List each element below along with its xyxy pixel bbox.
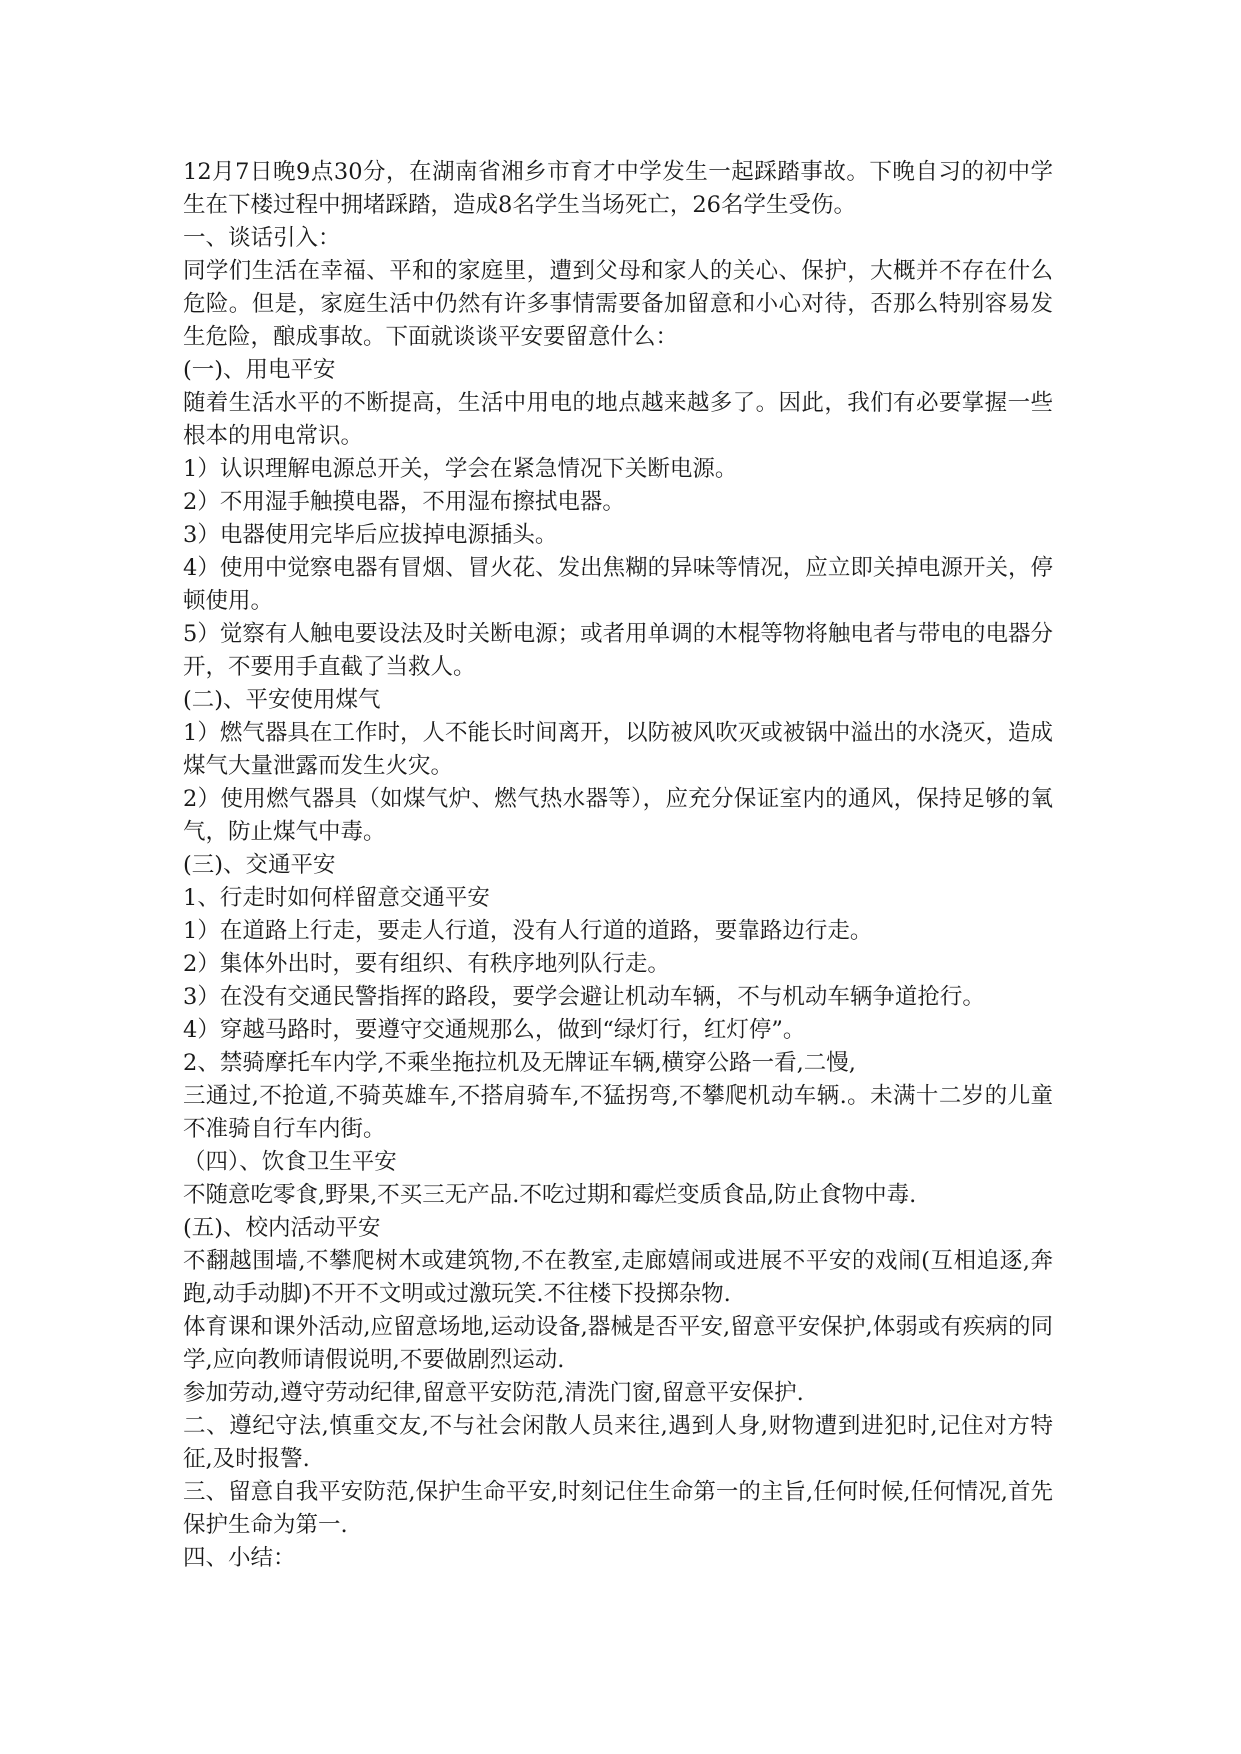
list-item: 4）使用中觉察电器有冒烟、冒火花、发出焦糊的异味等情况，应立即关掉电源开关，停顿使用。 bbox=[183, 555, 1053, 614]
document-body bbox=[183, 156, 1053, 1575]
paragraph-food: 不随意吃零食,野果,不买三无产品.不吃过期和霉烂变质食品,防止食物中毒. bbox=[183, 1182, 917, 1208]
list-item: 2）使用燃气器具（如煤气炉、燃气热水器等），应充分保证室内的通风，保持足够的氧气，防止煤气中毒。 bbox=[183, 786, 1053, 845]
paragraph-incident: 12月7日晚9点30分，在湖南省湘乡市育才中学发生一起踩踏事故。下晚自习的初中学生在下楼过程中拥堵踩踏，造成8名学生当场死亡，26名学生受伤。 bbox=[183, 159, 1053, 218]
heading-intro: 一、谈话引入： bbox=[183, 225, 341, 251]
subheading-riding: 2、禁骑摩托车内学,不乘坐拖拉机及无牌证车辆,横穿公路一看,二慢, bbox=[183, 1050, 856, 1076]
list-item: 4）穿越马路时，要遵守交通规那么，做到“绿灯行，红灯停”。 bbox=[183, 1017, 806, 1043]
heading-summary: 四、小结： bbox=[183, 1545, 296, 1571]
paragraph-electricity: 随着生活水平的不断提高，生活中用电的地点越来越多了。因此，我们有必要掌握一些根本的用电常识。 bbox=[183, 390, 1053, 449]
list-item: 5）觉察有人触电要设法及时关断电源；或者用单调的木棍等物将触电者与带电的电器分开，不要用手直截了当救人。 bbox=[183, 621, 1053, 680]
heading-food: （四）、饮食卫生平安 bbox=[183, 1149, 397, 1175]
heading-traffic: (三)、交通平安 bbox=[183, 852, 336, 878]
list-item: 1）在道路上行走，要走人行道，没有人行道的道路，要靠路边行走。 bbox=[183, 918, 873, 944]
paragraph-sports: 体育课和课外活动,应留意场地,运动设备,器械是否平安,留意平安保护,体弱或有疾病的同学,应向教师请假说明,不要做剧烈运动. bbox=[183, 1314, 1053, 1373]
paragraph-labor: 参加劳动,遵守劳动纪律,留意平安防范,清洗门窗,留意平安保护. bbox=[183, 1380, 804, 1406]
heading-law: 二、遵纪守法,慎重交友,不与社会闲散人员来往,遇到人身,财物遭到进犯时,记住对方特征,及时报警. bbox=[183, 1413, 1053, 1472]
subheading-walking: 1、行走时如何样留意交通平安 bbox=[183, 885, 490, 911]
heading-school: (五)、校内活动平安 bbox=[183, 1215, 381, 1241]
list-item: 2）集体外出时，要有组织、有秩序地列队行走。 bbox=[183, 951, 670, 977]
list-item: 1）认识理解电源总开关，学会在紧急情况下关断电源。 bbox=[183, 456, 738, 482]
heading-gas: (二)、平安使用煤气 bbox=[183, 687, 381, 713]
paragraph-school: 不翻越围墙,不攀爬树木或建筑物,不在教室,走廊嬉闹或进展不平安的戏闹(互相追逐,奔跑,动手动脚)不开不文明或过激玩笑.不往楼下投掷杂物. bbox=[183, 1248, 1053, 1307]
list-item: 2）不用湿手触摸电器，不用湿布擦拭电器。 bbox=[183, 489, 625, 515]
heading-electricity: (一)、用电平安 bbox=[183, 357, 336, 383]
heading-self-protection: 三、留意自我平安防范,保护生命平安,时刻记住生命第一的主旨,任何时候,任何情况,首先保护生命为第一. bbox=[183, 1479, 1053, 1538]
list-item: 1）燃气器具在工作时，人不能长时间离开，以防被风吹灭或被锅中溢出的水浇灭，造成煤气大量泄露而发生火灾。 bbox=[183, 720, 1053, 779]
paragraph-riding: 三通过,不抢道,不骑英雄车,不搭肩骑车,不猛拐弯,不攀爬机动车辆.。未满十二岁的儿童不准骑自行车内街。 bbox=[183, 1083, 1053, 1142]
paragraph-intro: 同学们生活在幸福、平和的家庭里，遭到父母和家人的关心、保护，大概并不存在什么危险。但是，家庭生活中仍然有许多事情需要备加留意和小心对待，否那么特别容易发生危险，酿成事故。下面就谈谈平安要留意什么： bbox=[183, 258, 1053, 350]
list-item: 3）电器使用完毕后应拔掉电源插头。 bbox=[183, 522, 558, 548]
list-item: 3）在没有交通民警指挥的路段，要学会避让机动车辆，不与机动车辆争道抢行。 bbox=[183, 984, 985, 1010]
